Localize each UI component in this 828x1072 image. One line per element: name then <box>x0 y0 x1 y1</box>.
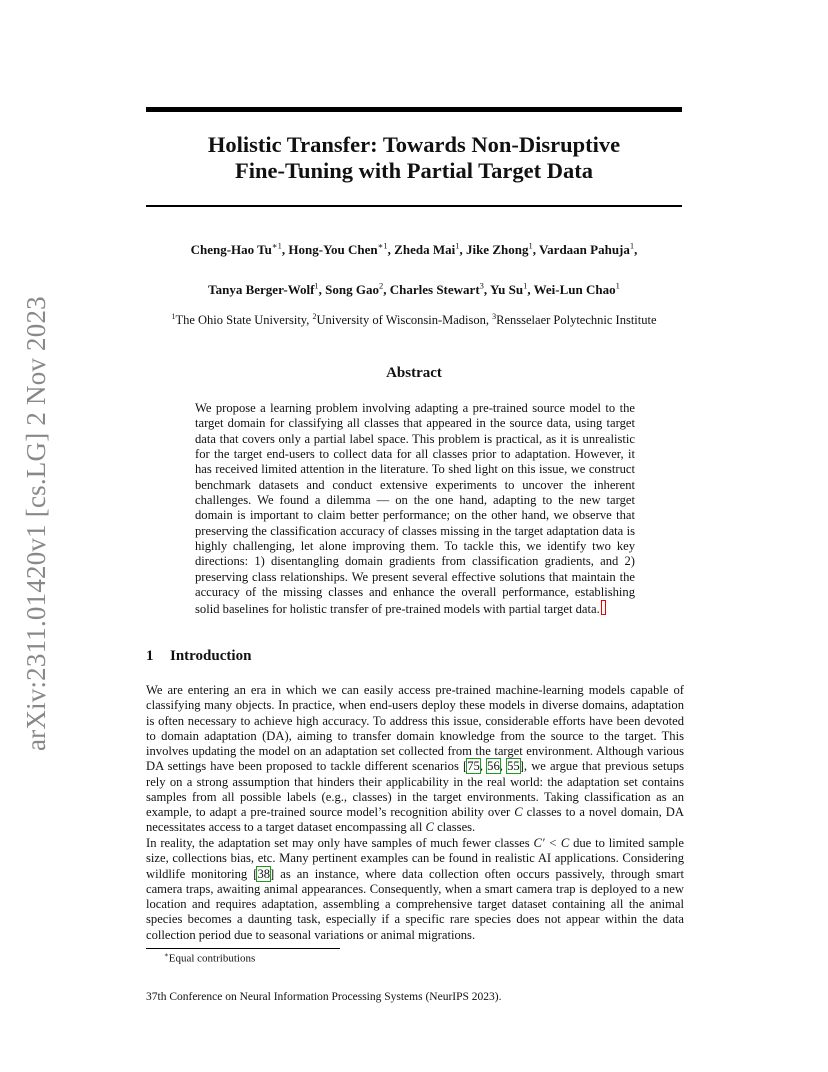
math-symbol: C <box>514 805 523 819</box>
author-name: Vardaan Pahuja <box>538 242 630 258</box>
author-separator: , <box>483 282 490 298</box>
author-affiliation-mark: 1 <box>528 241 533 251</box>
math-expression: C′ < C <box>533 836 570 850</box>
author-separator: , <box>527 282 534 298</box>
text-run: due to limited sample size, collections bias, etc. Many pertinent examples can be found in realistic AI applications. Considering wildlife monitoring <box>146 836 684 881</box>
math-symbol: C <box>425 820 434 835</box>
author-name: Song Gao <box>325 282 379 298</box>
author <box>490 282 534 297</box>
author-affiliation-mark: ∗1 <box>377 241 388 251</box>
title-line-1: Holistic Transfer: Towards Non-Disruptive <box>207 132 621 157</box>
author <box>539 242 637 257</box>
author-name: Jike Zhong <box>465 242 529 258</box>
footnote-rule <box>146 948 340 949</box>
author-affiliation-mark: 2 <box>379 281 384 291</box>
arxiv-sidebar-stamp <box>22 283 50 751</box>
text-run: In reality, the adaptation set may only have samples of much fewer classes <box>146 836 534 850</box>
paper-title <box>146 132 682 184</box>
affiliation-name: The Ohio State University, <box>175 313 313 328</box>
citation-link[interactable]: 55 <box>507 759 520 774</box>
footnote <box>164 951 255 965</box>
author-affiliation-mark: 1 <box>314 281 319 291</box>
citation-link[interactable]: 38 <box>257 866 271 881</box>
footnote-mark: ∗ <box>164 951 169 959</box>
author <box>394 242 466 257</box>
text-run: as an instance, where data collection often occurs passively, through smart camera traps, awaiting animal appearances. Consequently, when a smart camera trap is deployed to a new location and requires adaptation, assembling a comprehensive target dataset containing all the animal species becomes a daunting task, especially if a specific rare species does not appear within the data collection period due to seasonal variations or animal migrations. <box>146 866 684 942</box>
author <box>191 242 289 257</box>
text-run: We are entering an era in which we can easily access pre-trained machine-learning models capable of classifying many objects. In practice, when end-users deploy these models in diverse domains, adaptation is often necessary to achieve high accuracy. To address this issue, considerable efforts have been devoted to domain adaptation (DA), aiming to transfer domain knowledge from the source to the target. This involves updating the model on an adaptation set collected from the target environment. Although various DA settings have been proposed to tackle different scenarios <box>146 683 684 774</box>
author-line-2 <box>146 281 682 298</box>
abstract-text: We propose a learning problem involving adapting a pre-trained source model to the target domain for classifying all classes that appeared in the source data, using target data that covers only a partial label space. This problem is practical, as it is unrealistic for the target end-users to collect data for all classes prior to adaptation. However, it has received limited attention in the literature. To shed light on this issue, we construct benchmark datasets and conduct extensive experiments to uncover the inherent challenges. We found a dilemma — on the one hand, adapting to the new target domain is important to claim better performance; on the other hand, we observe that preserving the classification accuracy of classes missing in the target adaptation data is highly challenging, let alone improving them. To tackle this, we identify two key directions: 1) disentangling domain gradients from classification gradients, and 2) preserving class relationships. We present several effective solutions that maintain the accuracy of the missing classes and enhance the overall performance, establishing solid baselines for holistic transfer of pre-trained models with partial target data. <box>195 401 635 617</box>
author-separator: , <box>387 242 395 258</box>
author-name: Zheda Mai <box>394 242 456 258</box>
author-name: Hong-You Chen <box>288 242 378 258</box>
abstract-heading: Abstract <box>386 365 442 381</box>
title-line-2: Fine-Tuning with Partial Target Data <box>235 158 593 183</box>
footnote-link-marker[interactable] <box>601 600 606 615</box>
footnote-text: Equal contributions <box>168 952 256 965</box>
text-run: classes to a novel domain, DA necessitates access to a target dataset encompassing all <box>146 805 684 835</box>
author-affiliation-mark: 1 <box>523 281 528 291</box>
author <box>534 282 620 297</box>
affiliation-name: University of Wisconsin-Madison, <box>316 313 493 328</box>
affiliation-name: Rensselaer Polytechnic Institute <box>496 313 657 328</box>
citation-link[interactable]: 56 <box>487 759 500 774</box>
intro-paragraph-1: We are entering an era in which we can easily access pre-trained machine-learning models capable of classifying many objects. In practice, when end-users deploy these models in diverse domains, adaptation is often necessary to achieve high accuracy. To address this issue, considerable efforts have been devoted to domain adaptation (DA), aiming to transfer domain knowledge from the source to the target. This involves updating the model on an adaptation set collected from the target environment. Although various DA settings have been proposed to tackle different scenarios [75, 56, 55], we argue that previous setups rely on a strong assumption that hinders their applicability in the real world: the adaptation set contains samples from all possible labels (e.g., classes) in the target environments. Taking classification as an example, to adapt a pre-trained source model’s recognition ability over C classes to a novel domain, DA necessitates access to a target dataset encompassing all C classes. <box>146 683 685 835</box>
author <box>466 242 539 257</box>
text-run: , we argue that previous setups rely on a strong assumption that hinders their applicability in the real world: the adaptation set contains samples from all possible labels (e.g., classes) in the target environments. Taking classification as an example, to adapt a pre-trained source model’s recognition ability over <box>146 759 685 819</box>
author-affiliation-mark: ∗1 <box>271 241 282 251</box>
affiliation-mark: 1 <box>171 312 176 321</box>
author-separator: , <box>532 242 539 258</box>
author-name: Charles Stewart <box>389 282 480 298</box>
section-heading <box>146 648 251 665</box>
author-affiliation-mark: 1 <box>455 241 460 251</box>
intro-paragraph-2: In reality, the adaptation set may only have samples of much fewer classes C′ < C due to limited sample size, collections bias, etc. Many pertinent examples can be found in realistic AI applications. Considering wildlife monitoring [38] as an instance, where data collection often occurs passively, through smart camera traps, awaiting animal appearances. Consequently, when a smart camera trap is deployed to a new location and requires adaptation, assembling a comprehensive target dataset containing all the animal species becomes a daunting task, especially if a specific rare species does not appear within the data collection period due to seasonal variations or animal migrations. <box>146 836 684 942</box>
author-separator: , <box>318 282 326 298</box>
section-number: 1 <box>146 648 154 664</box>
author-separator: , <box>281 242 289 258</box>
author-affiliation-mark: 3 <box>479 281 484 291</box>
author <box>325 282 390 297</box>
title-top-rule <box>146 107 682 112</box>
citation-link[interactable]: 75 <box>467 759 480 774</box>
author <box>288 242 394 257</box>
author-name: Tanya Berger-Wolf <box>208 282 315 298</box>
section-title: Introduction <box>170 648 252 664</box>
author-name: Cheng-Hao Tu <box>190 242 272 258</box>
author-separator: , <box>383 282 390 298</box>
author-name: Yu Su <box>489 282 524 298</box>
author-line-1 <box>146 241 682 258</box>
author <box>390 282 490 297</box>
text-run: classes. <box>433 820 476 835</box>
author <box>208 282 325 297</box>
affiliations <box>146 312 682 328</box>
arxiv-identifier: arXiv:2311.01420v1 [cs.LG] 2 Nov 2023 <box>21 296 51 751</box>
author-separator: , <box>459 242 466 258</box>
author-affiliation-mark: 1 <box>615 281 620 291</box>
affiliation-mark: 3 <box>492 312 497 321</box>
conference-note: 37th Conference on Neural Information Processing Systems (NeurIPS 2023). <box>146 991 502 1003</box>
title-bottom-rule <box>146 205 682 207</box>
author-affiliation-mark: 1 <box>629 241 635 251</box>
author-separator: , <box>634 242 638 258</box>
author-name: Wei-Lun Chao <box>533 282 616 298</box>
abstract-body <box>195 401 635 618</box>
affiliation-mark: 2 <box>312 312 317 321</box>
